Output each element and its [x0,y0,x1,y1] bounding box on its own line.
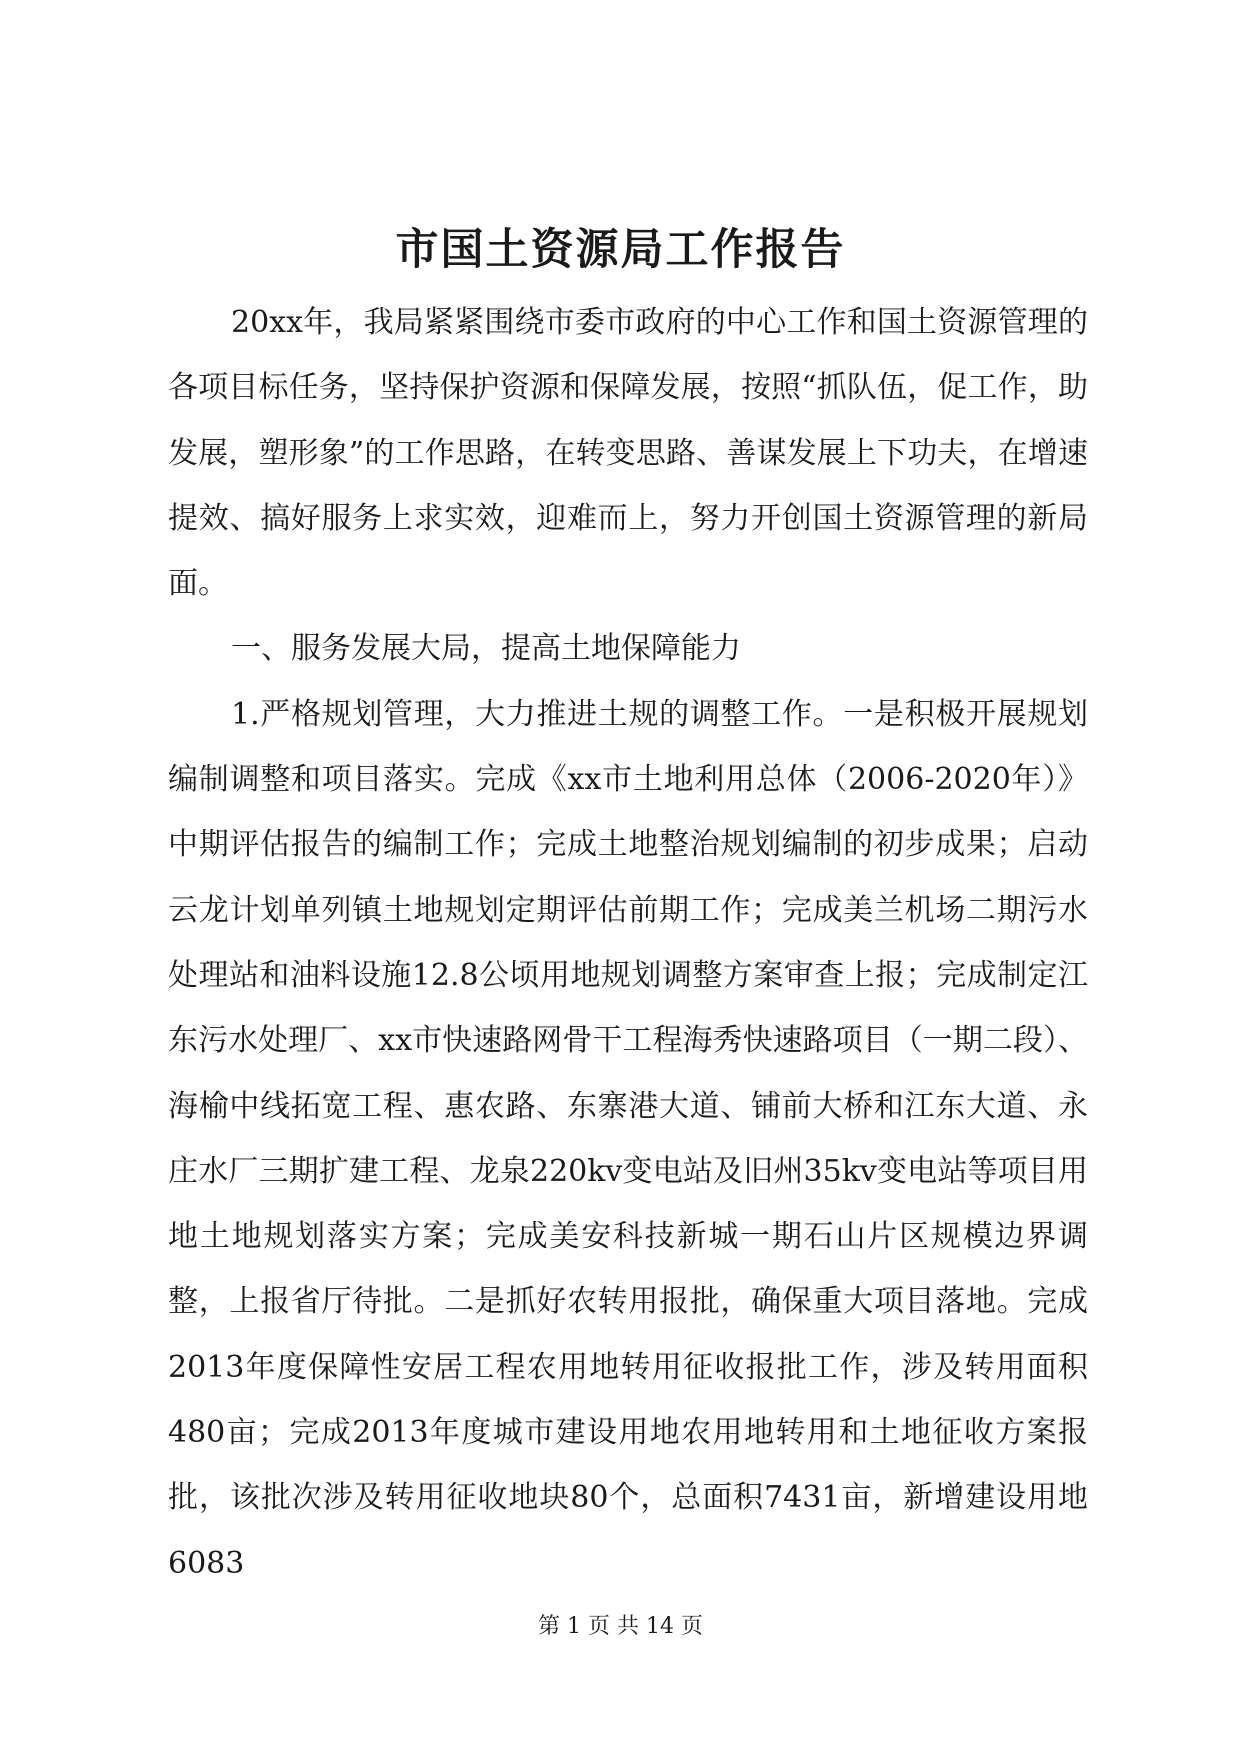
paragraph-intro: 20xx年，我局紧紧围绕市委市政府的中心工作和国土资源管理的各项目标任务，坚持保护资源和保障发展，按照“抓队伍，促工作，助发展，塑形象”的工作思路，在转变思路、善谋发展上下功夫，在增速提效、搞好服务上求实效，迎难而上，努力开创国土资源管理的新局面。 [168,305,1088,602]
paragraph-planning: 1.严格规划管理，大力推进土规的调整工作。一是积极开展规划编制调整和项目落实。完成《xx市土地利用总体（2006-2020年）》中期评估报告的编制工作；完成土地整治规划编制的初步成果；启动云龙计划单列镇土地规划定期评估前期工作；完成美兰机场二期污水处理站和油料设施12.8公顷用地规划调整方案审查上报；完成制定江东污水处理厂、xx市快速路网骨干工程海秀快速路项目（一期二段）、海榆中线拓宽工程、惠农路、东寨港大道、铺前大桥和江东大道、永庄水厂三期扩建工程、龙泉220kv变电站及旧州35kv变电站等项目用地土地规划落实方案；完成美安科技新城一期石山片区规模边界调整，上报省厅待批。二是抓好农转用报批，确保重大项目落地。完成2013年度保障性安居工程农用地转用征收报批工作，涉及转用面积480亩；完成2013年度城市建设用地农用地转用和土地征收方案报批，该批次涉及转用征收地块80个，总面积7431亩，新增建设用地6083 [168,696,1088,1581]
section-heading: 一、服务发展大局，提高土地保障能力 [231,631,741,667]
page-number-footer: 第 1 页 共 14 页 [538,1614,703,1639]
document-title: 市国土资源局工作报告 [395,225,846,275]
document-body [168,290,1088,1596]
